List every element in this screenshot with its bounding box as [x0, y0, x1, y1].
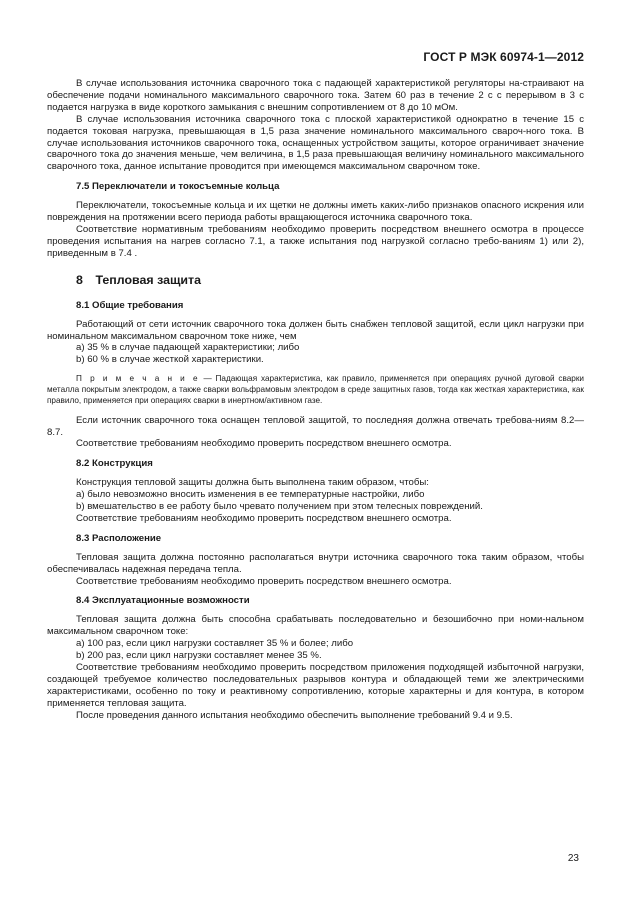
- paragraph: В случае использования источника сварочного тока с плоской характеристикой однократно в течение 15 с подается токовая нагрузка, превышающая в 1,5 раза значение номинального максимального свароч-ного тока. В случае использования источников сварочного тока, оснащенных устройством защиты, которое ограничивает значение сварочного тока до значения меньше, чем величина, в 1,5 раза превышающая величину номинального максимального сварочного тока, данное испытание проводится при имеющемся максимальном сварочном токе.: [47, 113, 584, 173]
- paragraph: Соответствие требованиям необходимо проверить посредством внешнего осмотра.: [76, 512, 452, 524]
- section-number: 8: [76, 272, 83, 287]
- standard-header: ГОСТ Р МЭК 60974-1—2012: [423, 50, 584, 64]
- paragraph: Переключатели, токосъемные кольца и их щетки не должны иметь каких-либо признаков опасного искрения или повреждения на протяжении всего периода работы вращающегося источника сварочного тока.: [47, 200, 584, 224]
- paragraph: Тепловая защита должна быть способна срабатывать последовательно и безошибочно при номи-нальном максимальном сварочном токе:: [47, 614, 584, 638]
- page-number: 23: [567, 853, 579, 864]
- paragraph: Соответствие требованиям необходимо проверить посредством внешнего осмотра.: [76, 438, 452, 450]
- paragraph: Тепловая защита должна постоянно располагаться внутри источника сварочного тока таким образом, чтобы обеспечивалась надежная передача тепла.: [47, 551, 584, 575]
- subsection-heading-8-3: 8.3 Расположение: [76, 532, 162, 544]
- list-item: b) 200 раз, если цикл нагрузки составляет менее 35 %.: [76, 650, 322, 662]
- paragraph: После проведения данного испытания необходимо обеспечить выполнение требований 9.4 и 9.5.: [76, 709, 513, 721]
- section-heading-8: [76, 273, 584, 288]
- paragraph: В случае использования источника сварочного тока с падающей характеристикой регуляторы на-страивают на обеспечение подачи номинального максимального сварочного тока. Затем 60 раз в течение 2 с с перерывом в 3 с подается нагрузка в виде короткого замыкания с внешним сопротивлением от 8 до 10 мОм.: [47, 78, 584, 113]
- list-item: b) 60 % в случае жесткой характеристики.: [76, 354, 264, 366]
- section-title: Тепловая защита: [95, 272, 201, 287]
- subsection-heading-7-5: 7.5 Переключатели и токосъемные кольца: [76, 181, 280, 193]
- note-text: — Падающая характеристика, как правило, применяется при операциях ручной дуговой сварки металла покрытым электродом, а также сварки вольфрамовым электродом в среде защитных газов, тогда как жесткая характеристика, как правило, применяется при операциях сварки в инертном/активном газе.: [47, 374, 584, 405]
- list-item: b) вмешательство в ее работу было чревато получением при этом телесных повреждений.: [76, 501, 483, 513]
- paragraph: Соответствие нормативным требованиям необходимо проверить посредством внешнего осмотра в процессе проведения испытания на нагрев согласно 7.1, а также испытания под нагрузкой согласно требо-ваниям 1) или 2), приведенным в 7.4 .: [47, 223, 584, 259]
- list-item: а) было невозможно вносить изменения в ее температурные настройки, либо: [76, 489, 425, 501]
- paragraph: Если источник сварочного тока оснащен тепловой защитой, то последняя должна отвечать требова-ниям 8.2—8.7.: [47, 414, 584, 438]
- document-body: [47, 78, 584, 722]
- list-item: а) 100 раз, если цикл нагрузки составляет 35 % и более; либо: [76, 638, 354, 650]
- subsection-heading-8-4: 8.4 Эксплуатационные возможности: [76, 595, 250, 607]
- subsection-heading-8-1: 8.1 Общие требования: [76, 299, 184, 311]
- paragraph: Работающий от сети источник сварочного тока должен быть снабжен тепловой защитой, если цикл нагрузки при номинальном максимальном сварочном токе ниже, чем: [47, 318, 584, 342]
- paragraph: Соответствие требованиям необходимо проверить посредством внешнего осмотра.: [76, 575, 452, 587]
- subsection-heading-8-2: 8.2 Конструкция: [76, 458, 153, 470]
- paragraph: Конструкция тепловой защиты должна быть выполнена таким образом, чтобы:: [76, 477, 429, 489]
- paragraph: Соответствие требованиям необходимо проверить посредством приложения подходящей избыточной нагрузки, создающей требуемое количество последовательных разрывов контура и обладающей теми же электрическими характеристиками, особенно по току и реактивному сопротивлению, которые характерны и для контура, в котором применяется тепловая защита.: [47, 662, 584, 709]
- list-item: а) 35 % в случае падающей характеристики; либо: [76, 342, 300, 354]
- note: [47, 374, 584, 406]
- note-label: П р и м е ч а н и е: [76, 374, 200, 384]
